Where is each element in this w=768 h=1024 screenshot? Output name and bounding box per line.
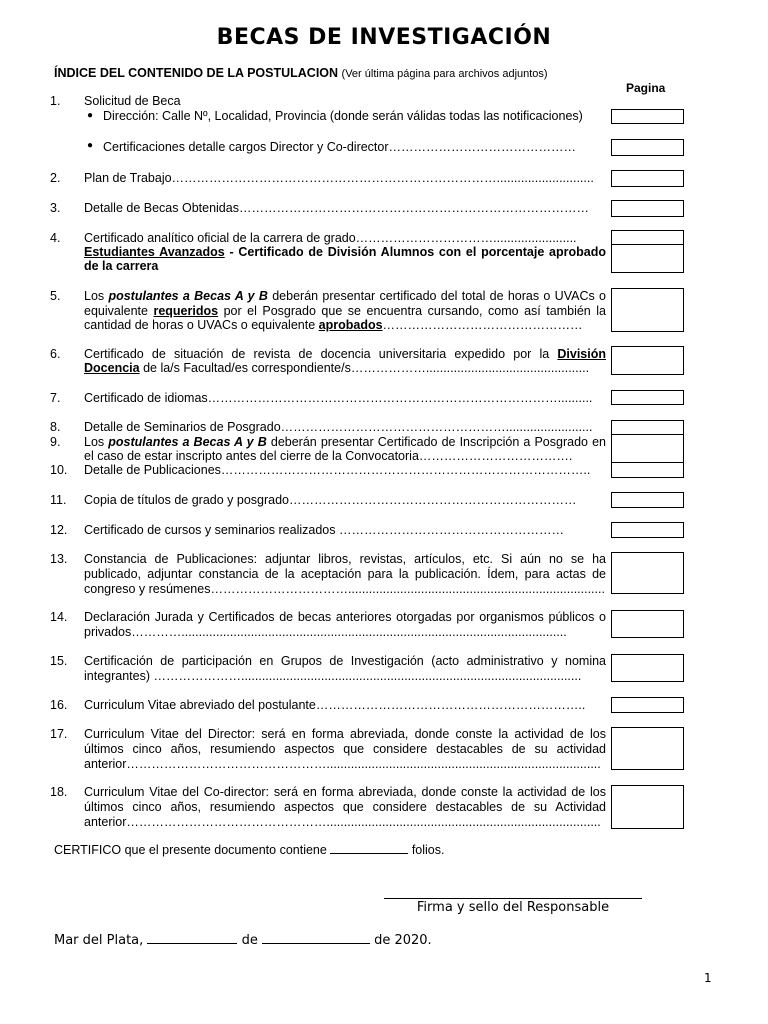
month-blank-field[interactable] bbox=[262, 932, 370, 944]
page-box-6[interactable] bbox=[611, 346, 684, 375]
item-number-6: 6. bbox=[50, 347, 61, 361]
item-number-3: 3. bbox=[50, 201, 61, 215]
item-text-1b: Certificaciones detalle cargos Director y Co-director……………………………………… bbox=[103, 140, 577, 154]
page-box-4[interactable] bbox=[611, 230, 684, 245]
index-subtitle-note: (Ver última página para archivos adjuntos) bbox=[341, 68, 548, 80]
t5d: requeridos bbox=[153, 303, 219, 318]
pagina-column-header: Pagina bbox=[626, 81, 666, 95]
item-number-12: 12. bbox=[50, 523, 68, 537]
item-text-1: Solicitud de Beca bbox=[84, 94, 181, 108]
item-text-2: Plan de Trabajo……………………………………………………………………............................ bbox=[84, 171, 594, 185]
date-place: Mar del Plata, bbox=[54, 933, 144, 948]
page-box-18[interactable] bbox=[611, 785, 684, 829]
page-box-7[interactable] bbox=[611, 390, 684, 405]
item-text-17: Curriculum Vitae del Director: será en forma abreviada, donde conste la actividad de los últimos cinco años, resumiendo aspectos que considere destacables de su actividad anterior…………………………………………............................................................................... bbox=[84, 727, 606, 771]
item-number-2: 2. bbox=[50, 171, 61, 185]
item-number-9: 9. bbox=[50, 435, 61, 449]
page-number: 1 bbox=[704, 971, 712, 985]
page-box-11[interactable] bbox=[611, 492, 684, 508]
t5a: Los bbox=[84, 289, 109, 303]
certifico-statement bbox=[54, 842, 444, 857]
item-text-12: Certificado de cursos y seminarios realizados ……………………………………………… bbox=[84, 523, 564, 537]
page-title: BECAS DE INVESTIGACIÓN bbox=[216, 25, 552, 50]
page-box-8[interactable] bbox=[611, 420, 684, 435]
item-text-1a: Dirección: Calle Nº, Localidad, Provincia (donde serán válidas todas las notificaciones) bbox=[103, 109, 583, 123]
item-text-4: Certificado analítico oficial de la carrera de grado……………………………........................ bbox=[84, 231, 577, 245]
signature-line[interactable] bbox=[384, 898, 642, 899]
item-text-3: Detalle de Becas Obtenidas………………………………………………………………………… bbox=[84, 201, 589, 215]
page-box-10[interactable] bbox=[611, 462, 684, 478]
item-text-6 bbox=[84, 347, 606, 375]
item-number-7: 7. bbox=[50, 391, 61, 405]
signature-label: Firma y sello del Responsable bbox=[416, 900, 610, 915]
bullet-icon: ● bbox=[87, 140, 94, 151]
date-line bbox=[54, 932, 432, 948]
item-text-10: Detalle de Publicaciones…………………………………………………………………………….. bbox=[84, 463, 591, 477]
item-number-17: 17. bbox=[50, 727, 68, 741]
page-box-14[interactable] bbox=[611, 610, 684, 638]
page-box-17[interactable] bbox=[611, 727, 684, 770]
page-box-9[interactable] bbox=[611, 434, 684, 463]
item-number-5: 5. bbox=[50, 289, 61, 303]
item-text-5 bbox=[84, 289, 606, 333]
item-number-16: 16. bbox=[50, 698, 68, 712]
page-box-16[interactable] bbox=[611, 697, 684, 713]
item-text-4b-underlined: Estudiantes Avanzados bbox=[84, 245, 225, 259]
t9c: deberán presentar Certificado de Inscripción a Posgrado en el caso de estar inscripto antes del cierre de la Convocatoria………………………………. bbox=[84, 435, 606, 463]
bullet-icon: ● bbox=[87, 110, 94, 121]
item-number-8: 8. bbox=[50, 420, 61, 434]
item-number-4: 4. bbox=[50, 231, 61, 245]
page-box-15[interactable] bbox=[611, 654, 684, 682]
item-text-14: Declaración Jurada y Certificados de becas anteriores otorgadas por organismos públicos o privados…………............................................................................................................... bbox=[84, 610, 606, 639]
t6c: de la/s Facultad/es correspondiente/s………………............................................... bbox=[139, 361, 590, 375]
t9b: postulantes a Becas A y B bbox=[108, 435, 267, 449]
item-number-11: 11. bbox=[50, 493, 67, 507]
item-number-1: 1. bbox=[50, 94, 61, 108]
certifico-folios-label: folios. bbox=[411, 843, 445, 857]
page-box-4b[interactable] bbox=[611, 244, 684, 273]
item-text-4b bbox=[84, 245, 606, 273]
folios-blank-field[interactable] bbox=[330, 842, 408, 854]
page-box-1a[interactable] bbox=[611, 109, 684, 124]
t9a: Los bbox=[84, 435, 109, 449]
t5g: ………………………………………… bbox=[382, 318, 583, 332]
page-box-1b[interactable] bbox=[611, 139, 684, 156]
t5f: aprobados bbox=[318, 318, 383, 332]
item-number-14: 14. bbox=[50, 610, 68, 624]
t5c: deberán presentar certificado del total de horas o UVACs o equivalente bbox=[84, 289, 606, 318]
certifico-text: CERTIFICO que el presente documento contiene bbox=[54, 843, 327, 857]
item-text-15: Certificación de participación en Grupos de Investigación (acto administrativo y nomina integrantes) ………………….................................................................................................. bbox=[84, 654, 606, 683]
page-box-13[interactable] bbox=[611, 552, 684, 594]
item-number-13: 13. bbox=[50, 552, 68, 566]
item-text-13: Constancia de Publicaciones: adjuntar libros, revistas, artículos, etc. Si aún no se ha publicado, adjuntar constancia de la aceptación para la publicación. Ídem, para actas de congreso y resúmenes…………………………….......................................................................... bbox=[84, 552, 606, 596]
t5b: postulantes a Becas A y B bbox=[108, 289, 268, 303]
item-number-18: 18. bbox=[50, 785, 68, 799]
t6a: Certificado de situación de revista de docencia universitaria expedido por la bbox=[84, 347, 558, 361]
day-blank-field[interactable] bbox=[147, 932, 237, 944]
date-de: de bbox=[241, 933, 258, 948]
page-box-3[interactable] bbox=[611, 200, 684, 217]
item-number-10: 10. bbox=[50, 463, 68, 477]
date-year: de 2020. bbox=[374, 933, 432, 948]
item-text-7: Certificado de idiomas………………………………………………………………………….......... bbox=[84, 391, 593, 405]
t5e: por el Posgrado que se encuentra cursando, como así también la cantidad de horas o UVACs o equivalente bbox=[84, 303, 606, 332]
item-number-15: 15. bbox=[50, 654, 68, 668]
item-text-18: Curriculum Vitae del Co-director: será en forma abreviada, donde conste la actividad de los últimos cinco años, resumiendo aspectos que considere destacables de su Actividad anterior…………………………………………............................................................................... bbox=[84, 785, 606, 829]
page-box-12[interactable] bbox=[611, 522, 684, 538]
index-subtitle-text: ÍNDICE DEL CONTENIDO DE LA POSTULACION bbox=[54, 66, 339, 80]
t6b: División Docencia bbox=[84, 347, 606, 375]
item-text-9 bbox=[84, 435, 606, 463]
index-subtitle bbox=[54, 66, 548, 80]
item-text-11: Copia de títulos de grado y posgrado…………………………………………………………… bbox=[84, 493, 577, 507]
page-box-2[interactable] bbox=[611, 170, 684, 187]
page-box-5[interactable] bbox=[611, 288, 684, 332]
item-text-4b-rest: - Certificado de División Alumnos con el porcentaje aprobado de la carrera bbox=[84, 245, 607, 273]
item-text-8: Detalle de Seminarios de Posgrado………………………………………………......................... bbox=[84, 420, 593, 434]
item-text-16: Curriculum Vitae abreviado del postulante……………………………………………………….. bbox=[84, 698, 586, 712]
